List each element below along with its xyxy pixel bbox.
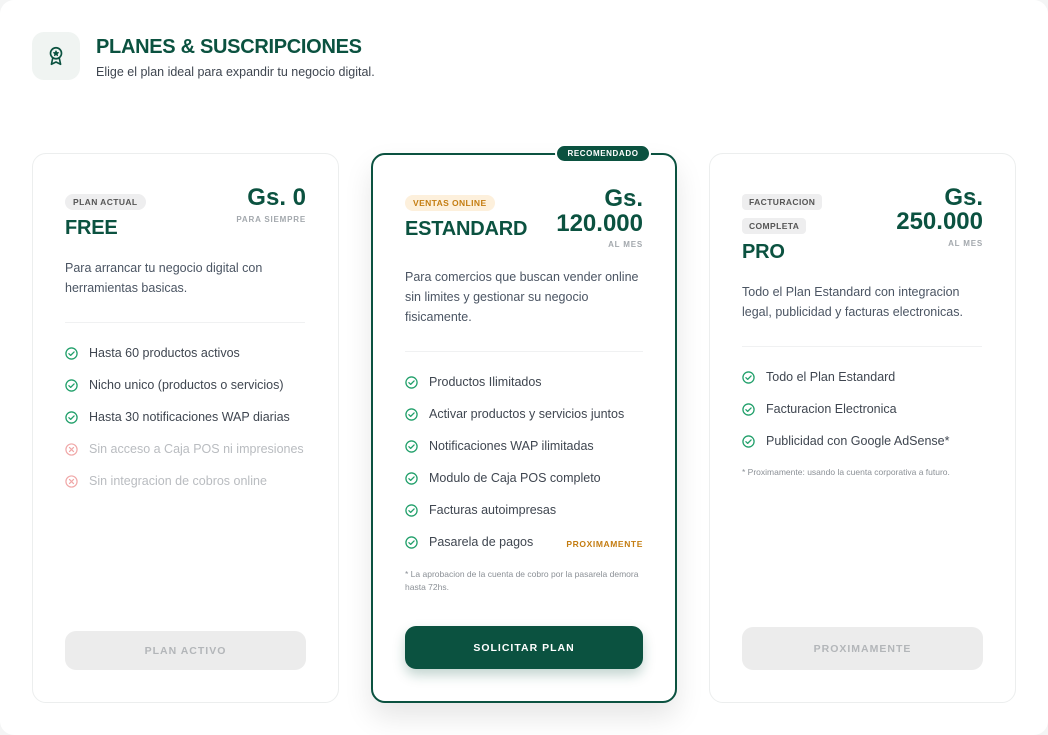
feature-label: Facturacion Electronica: [766, 402, 897, 416]
divider: [405, 351, 643, 352]
feature-label: Nicho unico (productos o servicios): [89, 378, 284, 392]
check-circle-icon: [65, 379, 78, 392]
plan-active-button[interactable]: PLAN ACTIVO: [65, 631, 306, 670]
plan-price: Gs. 0: [247, 184, 306, 211]
check-circle-icon: [65, 411, 78, 424]
feature-label: Pasarela de pagos: [429, 535, 534, 549]
plan-note: * La aprobacion de la cuenta de cobro por la pasarela demora hasta 72hs.: [405, 569, 639, 592]
divider: [742, 346, 982, 347]
feature-item: [405, 407, 624, 421]
feature-label: Notificaciones WAP ilimitadas: [429, 439, 594, 453]
feature-label: Modulo de Caja POS completo: [429, 471, 601, 485]
feature-label: Facturas autoimpresas: [429, 503, 557, 517]
plan-tag: FACTURACION: [742, 194, 822, 210]
feature-label: Productos Ilimitados: [429, 375, 542, 389]
plan-price-currency: Gs.: [944, 184, 983, 211]
check-circle-icon: [65, 347, 78, 360]
recommended-badge: RECOMENDADO: [555, 144, 651, 163]
feature-label: Sin acceso a Caja POS ni impresiones: [89, 442, 304, 456]
feature-item: [65, 410, 290, 424]
coming-soon-button[interactable]: PROXIMAMENTE: [742, 627, 983, 670]
feature-label: Todo el Plan Estandard: [766, 370, 896, 384]
plan-description: Todo el Plan Estandard con integracion legal, publicidad y facturas electronicas.: [742, 285, 963, 319]
plan-tag: PLAN ACTUAL: [65, 194, 146, 210]
check-circle-icon: [742, 371, 755, 384]
feature-item-excluded: [65, 442, 304, 456]
feature-item: [742, 370, 895, 384]
plan-name: ESTANDARD: [405, 218, 528, 240]
plan-description: Para comercios que buscan vender online sin limites y gestionar su negocio fisicamente.: [405, 270, 639, 324]
check-circle-icon: [405, 504, 418, 517]
plan-name: PRO: [742, 241, 785, 263]
plan-card-pro: [709, 153, 1016, 703]
request-plan-button[interactable]: SOLICITAR PLAN: [405, 626, 643, 669]
feature-item: [405, 503, 556, 517]
plan-period: AL MES: [948, 239, 983, 248]
plan-description: Para arrancar tu negocio digital con herramientas basicas.: [65, 261, 263, 295]
feature-item: [742, 434, 949, 448]
check-circle-icon: [405, 440, 418, 453]
plan-period: AL MES: [608, 240, 643, 249]
page-title: PLANES & SUSCRIPCIONES: [96, 36, 362, 58]
page-subtitle: Elige el plan ideal para expandir tu negocio digital.: [96, 65, 375, 79]
feature-label: Sin integracion de cobros online: [89, 474, 267, 488]
feature-item: [405, 439, 594, 453]
feature-label: Hasta 30 notificaciones WAP diarias: [89, 410, 290, 424]
feature-label: Hasta 60 productos activos: [89, 346, 240, 360]
feature-item-excluded: [65, 474, 267, 488]
plan-price-amount: 250.000: [896, 208, 983, 235]
divider: [65, 322, 305, 323]
x-circle-icon: [65, 475, 78, 488]
plan-price-amount: 120.000: [556, 210, 643, 237]
feature-label: Publicidad con Google AdSense*: [766, 434, 950, 448]
check-circle-icon: [405, 376, 418, 389]
feature-item: [65, 346, 240, 360]
plan-tag: COMPLETA: [742, 218, 806, 234]
check-circle-icon: [742, 435, 755, 448]
check-circle-icon: [742, 403, 755, 416]
plan-note: * Proximamente: usando la cuenta corporativa a futuro.: [742, 467, 950, 477]
coming-soon-label: PROXIMAMENTE: [566, 539, 643, 549]
check-circle-icon: [405, 536, 418, 549]
plan-price-currency: Gs.: [604, 185, 643, 212]
check-circle-icon: [405, 408, 418, 421]
plan-period: PARA SIEMPRE: [236, 215, 306, 224]
check-circle-icon: [405, 472, 418, 485]
feature-item: [742, 402, 897, 416]
feature-item: [405, 375, 542, 389]
feature-label: Activar productos y servicios juntos: [429, 407, 625, 421]
plan-tag: VENTAS ONLINE: [405, 195, 495, 211]
feature-item: [65, 378, 284, 392]
feature-item: [405, 471, 601, 485]
feature-item: [405, 535, 533, 549]
plan-name: FREE: [65, 217, 118, 239]
award-ribbon-icon: [32, 32, 80, 80]
x-circle-icon: [65, 443, 78, 456]
